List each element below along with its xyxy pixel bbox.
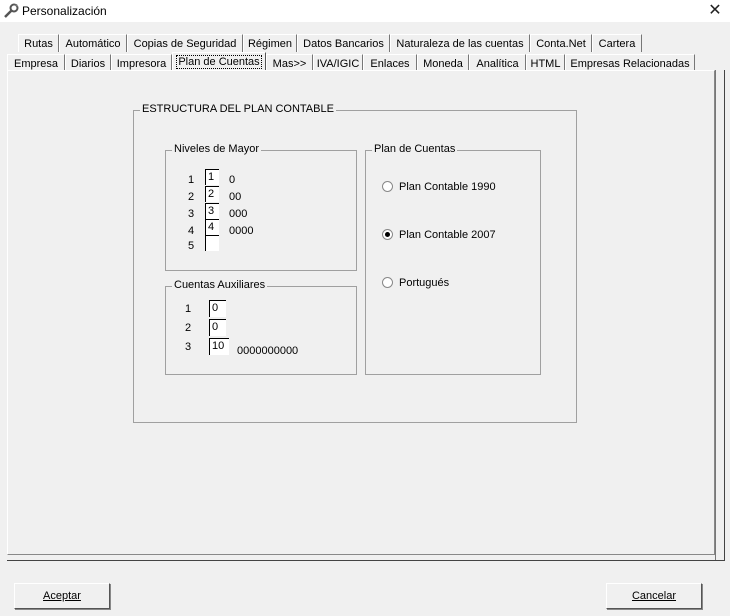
tab-analitica[interactable]: Analítica (469, 54, 526, 72)
radio-label[interactable]: Plan Contable 1990 (399, 181, 496, 193)
tab-plan-de-cuentas[interactable] (172, 52, 266, 72)
tab-enlaces[interactable]: Enlaces (363, 54, 417, 72)
cancel-button-label: Cancelar (631, 590, 677, 602)
radio-plan-1990[interactable] (382, 181, 393, 192)
radio-portugues[interactable] (382, 277, 393, 288)
radio-plan-2007[interactable] (382, 229, 393, 240)
auxiliar-1-input[interactable]: 0 (209, 300, 226, 317)
auxiliar-number: 1 (185, 303, 192, 315)
nivel-number: 4 (188, 225, 195, 237)
accept-button-label: Aceptar (43, 590, 81, 602)
nivel-5-input[interactable] (205, 235, 219, 251)
group-niveles-title: Niveles de Mayor (174, 143, 259, 155)
group-cuentas-auxiliares (165, 279, 357, 375)
tab-empresa[interactable]: Empresa (7, 54, 65, 72)
tab-mas[interactable]: Mas>> (266, 54, 313, 72)
nivel-2-input[interactable]: 2 (205, 186, 219, 202)
tab-naturaleza-de-las-cuentas[interactable]: Naturaleza de las cuentas (390, 34, 530, 52)
tab-copias-de-seguridad[interactable]: Copias de Seguridad (127, 34, 243, 52)
tab-html[interactable]: HTML (526, 54, 565, 72)
wrench-icon (3, 3, 19, 19)
nivel-number: 1 (188, 174, 195, 186)
nivel-4-input[interactable]: 4 (205, 219, 219, 235)
title-bar (0, 0, 730, 22)
tab-empresas-relacionadas[interactable]: Empresas Relacionadas (565, 54, 695, 72)
tab-iva-igic[interactable]: IVA/IGIC (313, 54, 363, 72)
tab-moneda[interactable]: Moneda (417, 54, 469, 72)
auxiliar-3-input[interactable]: 10 (209, 338, 229, 355)
nivel-number: 3 (188, 208, 195, 220)
tab-plan-de-cuentas-label: Plan de Cuentas (178, 56, 260, 68)
accept-button[interactable] (14, 583, 110, 609)
radio-label[interactable]: Portugués (399, 277, 450, 289)
panel-edge-right (715, 70, 725, 560)
auxiliar-2-input[interactable]: 0 (209, 319, 226, 336)
tab-automatico[interactable]: Automático (59, 34, 127, 52)
nivel-3-input[interactable]: 3 (205, 203, 219, 219)
cancel-button[interactable] (606, 583, 702, 609)
close-icon[interactable]: ✕ (708, 2, 722, 19)
auxiliar-number: 3 (185, 341, 192, 353)
auxiliar-number: 2 (185, 322, 192, 334)
tab-impresora[interactable]: Impresora (111, 54, 172, 72)
auxiliar-mask: 0000000000 (237, 345, 299, 357)
panel-edge-bottom (7, 555, 725, 561)
group-estructura-title: ESTRUCTURA DEL PLAN CONTABLE (142, 103, 334, 115)
nivel-number: 2 (188, 191, 195, 203)
tab-regimen[interactable]: Régimen (243, 34, 297, 52)
nivel-mask: 0 (229, 174, 236, 186)
window-title: Personalización (22, 4, 107, 18)
nivel-number: 5 (188, 240, 195, 252)
group-plan-title: Plan de Cuentas (374, 143, 456, 155)
tab-conta-net[interactable]: Conta.Net (530, 34, 592, 52)
nivel-mask: 00 (229, 191, 242, 203)
nivel-mask: 0000 (229, 225, 254, 237)
tab-row-1 (0, 34, 730, 53)
tab-rutas[interactable]: Rutas (18, 34, 59, 52)
tab-datos-bancarios[interactable]: Datos Bancarios (297, 34, 390, 52)
tab-diarios[interactable]: Diarios (65, 54, 111, 72)
radio-label[interactable]: Plan Contable 2007 (399, 229, 496, 241)
nivel-1-input[interactable]: 1 (205, 169, 219, 185)
nivel-mask: 000 (229, 208, 248, 220)
tab-cartera[interactable]: Cartera (592, 34, 642, 52)
group-auxiliares-title: Cuentas Auxiliares (174, 279, 266, 291)
